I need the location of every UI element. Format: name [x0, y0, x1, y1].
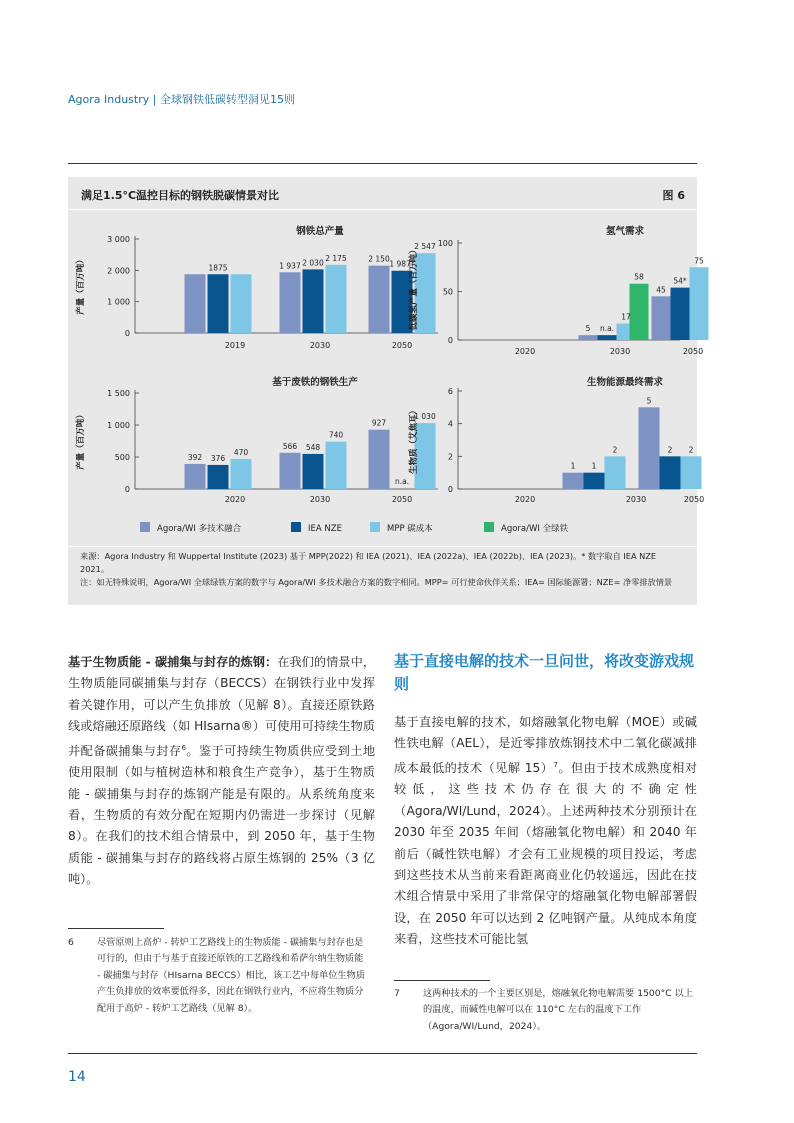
left-lead: 基于生物质能 - 碳捕集与封存的炼钢： [68, 655, 278, 669]
footnote-rule-left [68, 928, 164, 929]
bar-MPP 碳成本-2030 [326, 442, 347, 489]
bar-IEA NZE-2050 [660, 456, 681, 489]
chart-title: 基于废铁的钢铁生产 [272, 377, 358, 388]
legend-swatch-agora [140, 522, 150, 532]
legend-swatch-green [484, 522, 494, 532]
charts-svg [68, 177, 705, 517]
bar-MPP 碳成本-2050 [681, 456, 702, 489]
y-tick-label: 0 [124, 485, 130, 494]
y-tick-label: 50 [442, 287, 453, 297]
x-tick-label: 2020 [514, 495, 536, 504]
x-tick-label: 2020 [514, 347, 536, 356]
bar-Agora/WI 多技术融合-2050 [652, 296, 671, 340]
bar-MPP 碳成本-2030 [605, 456, 626, 489]
figure-title: 满足1.5°C温控目标的钢铁脱碳情景对比 [81, 189, 280, 202]
x-tick-label: 2030 [609, 347, 631, 356]
chart-title: 钢铁总产量 [296, 226, 344, 237]
y-tick-label: 100 [437, 239, 453, 248]
left-body-text [68, 652, 375, 891]
data-label: 740 [328, 430, 344, 440]
bar-IEA NZE-2030 [584, 473, 605, 489]
y-tick-label: 2 [447, 452, 453, 462]
bar-IEA NZE-2020 [208, 465, 229, 489]
left-paragraph-part2: 。鉴于可持续生物质供应受到土地使用限制（如与植树造林和粮食生产竞争），基于生物质能 - 碳捕集与封存的炼钢产能是有限的。从系统角度来看，生物质的有效分配在短期内仍需进一步探讨（见解 8）。在我们的技术组合情景中，到 2050 年，基于生物质能 - 碳捕集与封存的路线将占原生炼钢的 25%（3 亿吨）。 [68, 743, 376, 887]
y-tick-label: 6 [447, 387, 453, 396]
y-tick-label: 1 000 [107, 297, 130, 307]
bar-IEA NZE-2030 [598, 335, 617, 340]
x-tick-label: 2030 [625, 495, 647, 504]
data-label: 566 [282, 441, 298, 451]
bar-IEA NZE-2030 [303, 269, 324, 333]
data-label: 548 [305, 442, 321, 452]
data-label: 58 [634, 272, 644, 282]
footnote-6 [68, 935, 368, 1047]
footnote-7 [394, 986, 697, 1046]
bar-Agora/WI 多技术融合-2030 [280, 272, 301, 333]
bar-Agora/WI 全绿铁-2050 [630, 284, 649, 340]
y-tick-label: 4 [447, 419, 453, 429]
figure-panel [68, 177, 705, 605]
x-tick-label: 2050 [391, 341, 413, 350]
x-tick-label: 2020 [224, 495, 246, 504]
notes-divider [68, 546, 697, 547]
chart-y-label: 产量（百万吨） [76, 410, 86, 470]
data-label: 1 030 [414, 412, 436, 422]
chart-title: 生物能源最终需求 [586, 377, 664, 388]
bar-Agora/WI 多技术融合-2050 [369, 430, 390, 489]
footer-rule [68, 1053, 697, 1054]
data-label: 392 [187, 452, 203, 462]
x-tick-label: 2050 [683, 495, 705, 504]
bar-Agora/WI 多技术融合-2030 [579, 335, 598, 340]
bar-Agora/WI 多技术融合-2030 [563, 473, 584, 489]
source-note: 来源：Agora Industry 和 Wuppertal Institute (2023) 基于 MPP(2022) 和 IEA (2021)、IEA (2022a)、IEA (2022b)、IEA (2023)。* 数字取自 IEA NZE 2021。 [80, 551, 657, 574]
chart-title: 氢气需求 [605, 226, 645, 237]
bar-Agora/WI 多技术融合-2020 [185, 464, 206, 489]
legend-item-iea [291, 522, 342, 534]
legend-label-agora: Agora/WI 多技术融合 [157, 524, 242, 534]
legend-item-agora [140, 522, 241, 534]
data-label: 54* [673, 276, 687, 286]
legend-swatch-mpp [370, 522, 380, 532]
data-label: 5 [646, 396, 652, 406]
data-label: 1875 [208, 263, 228, 273]
data-label: 2 [667, 445, 673, 455]
data-label: 2 175 [325, 253, 347, 263]
data-label: 75 [694, 256, 704, 266]
data-label: 927 [371, 418, 387, 428]
footnote-6-text: 尽管原则上高炉 - 转炉工艺路线上的生物质能 - 碳捕集与封存也是可行的，但由于与基于直接还原铁的工艺路线和希萨尔纳生物质能 - 碳捕集与封存（HIsarna BECCS）相比，该工艺中每单位生物质产生负排放的效率要低得多，因此在钢铁行业内，不应将生物质分配用于高炉 - 转炉工艺路线（见解 8）。 [97, 937, 365, 1014]
data-label: 470 [233, 447, 249, 457]
bar-MPP 碳成本-2030 [326, 265, 347, 333]
x-tick-label: 2030 [309, 495, 331, 504]
bar-IEA NZE-2030 [303, 454, 324, 489]
bar-Agora/WI 多技术融合-2019 [185, 274, 206, 333]
chart-legend [68, 517, 697, 541]
data-label: 1 [591, 461, 597, 471]
data-label: 2 030 [302, 258, 324, 268]
remark-note: 注：如无特殊说明，Agora/WI 全球绿铁方案的数字与 Agora/WI 多技术融合方案的数字相同。MPP= 可行使命伙伴关系；IEA= 国际能源署；NZE= 净零排放情景 [80, 577, 673, 587]
data-label: 5 [585, 324, 591, 334]
legend-label-iea: IEA NZE [308, 524, 342, 534]
data-label: 2 [612, 445, 618, 455]
right-body-text [394, 712, 697, 951]
legend-item-mpp [370, 522, 433, 534]
x-tick-label: 2019 [224, 341, 246, 350]
y-tick-label: 1 000 [107, 421, 130, 430]
data-label: n.a. [394, 477, 410, 486]
bar-MPP 碳成本-2050 [690, 267, 709, 340]
data-label: 2 150 [368, 254, 390, 264]
data-label: 2 [688, 445, 694, 455]
page-number: 14 [68, 1069, 86, 1085]
footnote-6-number: 6 [68, 937, 74, 948]
y-tick-label: 3 000 [107, 235, 130, 244]
bar-IEA NZE-2050 [671, 288, 690, 340]
y-tick-label: 1 500 [107, 389, 130, 398]
left-paragraph-part1: 在我们的情景中，生物质能同碳捕集与封存（BECCS）在钢铁行业中发挥着关键作用，可以产生负排放（见解 8）。直接还原铁路线或熔融还原路线（如 HIsarna®）可使用可持续生物质并配备碳捕集与封存 [68, 655, 376, 758]
data-label: 1 987* [389, 259, 415, 269]
footnote-7-text: 这两种技术的一个主要区别是，熔融氧化物电解需要 1500°C 以上的温度，而碱性电解可以在 110°C 左右的温度下工作（Agora/WI/Lund，2024）。 [423, 988, 693, 1032]
legend-item-green [484, 522, 568, 534]
figure-number: 图 6 [662, 189, 685, 202]
section-heading: 基于直接电解的技术一旦问世，将改变游戏规则 [394, 652, 695, 693]
y-tick-label: 0 [124, 329, 130, 338]
data-label: 45 [656, 285, 666, 295]
data-label: 376 [210, 453, 226, 463]
bar-MPP 碳成本-2019 [231, 274, 252, 333]
footnote-rule-right [394, 980, 490, 981]
chart-y-label: 低碳氢产量（百万吨） [409, 245, 419, 331]
data-label: 1 937 [279, 261, 301, 271]
x-tick-label: 2030 [309, 341, 331, 350]
x-tick-label: 2050 [682, 347, 704, 356]
y-tick-label: 0 [447, 485, 453, 494]
y-tick-label: 0 [447, 336, 453, 345]
y-tick-label: 2 000 [107, 266, 130, 276]
bar-Agora/WI 多技术融合-2030 [280, 453, 301, 489]
right-paragraph-part1: 基于直接电解的技术，如熔融氧化物电解（MOE）或碱性铁电解（AEL），是近零排放炼钢技术中二氧化碳减排成本最低的技术（见解 15） [394, 715, 697, 775]
figure-notes [80, 550, 685, 589]
right-paragraph-part2: 。但由于技术成熟度相对较低，这些技术仍存在很大的不确定性（Agora/WI/Lund，2024）。上述两种技术分别预计在 2030 年至 2035 年间（熔融氧化物电解）和 2040 年前后（碱性铁电解）才会有工业规模的项目投运，考虑到这些技术从当前来看距离商业化仍较遥远，因此在技术组合情景中采用了非常保守的熔融氧化物电解部署假设，在 2050 年可以达到 2 亿吨钢产量。从纯成本角度来看，这些技术可能比氢 [394, 760, 698, 947]
footnote-7-number: 7 [394, 988, 400, 999]
chart-y-label: 产量（百万吨） [76, 255, 86, 315]
bar-IEA NZE-2019 [208, 274, 229, 333]
footnote-ref-6: 6 [181, 743, 186, 752]
data-label: n.a. [599, 324, 615, 334]
header-rule [68, 163, 697, 164]
legend-label-green: Agora/WI 全绿铁 [501, 524, 569, 534]
bar-MPP 碳成本-2020 [231, 459, 252, 489]
data-label: 1 [570, 461, 576, 471]
bar-Agora/WI 多技术融合-2050 [639, 407, 660, 489]
footnote-ref-7: 7 [553, 760, 558, 769]
running-header: Agora Industry | 全球钢铁低碳转型洞见15则 [68, 93, 295, 106]
data-label: 2 547 [414, 242, 436, 252]
x-tick-label: 2050 [391, 495, 413, 504]
y-tick-label: 500 [114, 453, 130, 462]
legend-swatch-iea [291, 522, 301, 532]
bar-Agora/WI 多技术融合-2050 [369, 266, 390, 333]
chart-y-label: 生物质（艾焦耳） [409, 405, 419, 475]
data-label: 17 [621, 312, 631, 322]
legend-label-mpp: MPP 碳成本 [387, 524, 433, 534]
